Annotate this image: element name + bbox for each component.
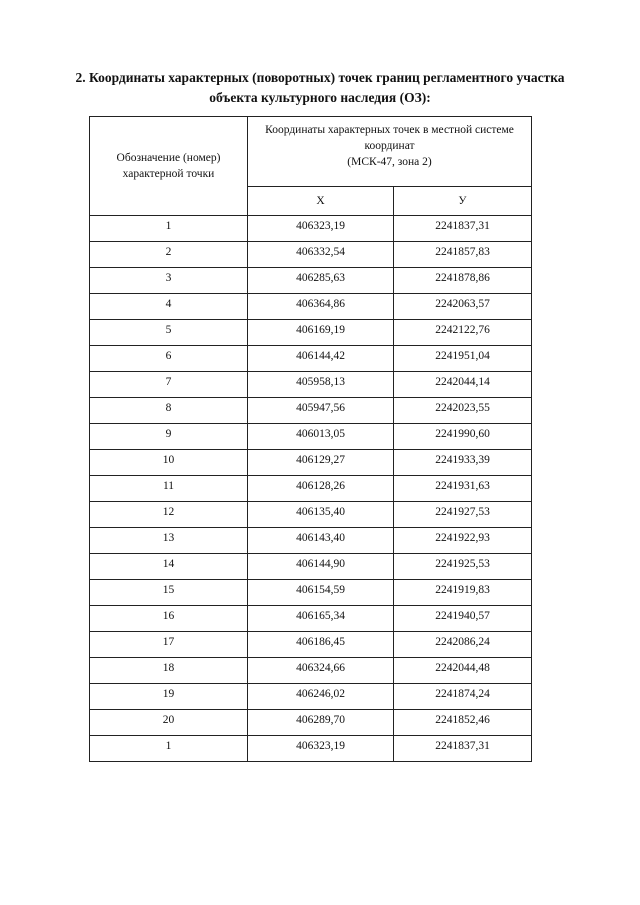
table-row: [90, 294, 532, 320]
table-row: [90, 476, 532, 502]
cell-y: 2241878,86: [394, 268, 532, 294]
header-coordinates: [248, 117, 532, 187]
cell-point-number: 1: [90, 736, 248, 762]
table-row: [90, 528, 532, 554]
table-row: [90, 242, 532, 268]
cell-x: 406246,02: [248, 684, 394, 710]
cell-x: 406323,19: [248, 216, 394, 242]
cell-y: 2242044,48: [394, 658, 532, 684]
cell-y: 2241922,93: [394, 528, 532, 554]
cell-y: 2241931,63: [394, 476, 532, 502]
cell-y: 2241874,24: [394, 684, 532, 710]
header-y: У: [394, 187, 532, 216]
cell-point-number: 18: [90, 658, 248, 684]
cell-y: 2241940,57: [394, 606, 532, 632]
cell-y: 2241919,83: [394, 580, 532, 606]
cell-point-number: 5: [90, 320, 248, 346]
cell-point-number: 14: [90, 554, 248, 580]
cell-y: 2241990,60: [394, 424, 532, 450]
cell-x: 406129,27: [248, 450, 394, 476]
cell-y: 2241951,04: [394, 346, 532, 372]
table-row: [90, 554, 532, 580]
cell-x: 406285,63: [248, 268, 394, 294]
table-row: [90, 632, 532, 658]
table-row: [90, 606, 532, 632]
cell-point-number: 3: [90, 268, 248, 294]
cell-y: 2242044,14: [394, 372, 532, 398]
table-row: [90, 268, 532, 294]
header-coordinates-title: Координаты характерных точек в местной системе координат: [265, 124, 514, 152]
table-body: [90, 216, 532, 762]
cell-x: 405947,56: [248, 398, 394, 424]
table-row: [90, 684, 532, 710]
cell-point-number: 4: [90, 294, 248, 320]
cell-point-number: 15: [90, 580, 248, 606]
table-row: [90, 580, 532, 606]
header-coordinates-system: (МСК-47, зона 2): [347, 156, 432, 168]
cell-x: 406143,40: [248, 528, 394, 554]
header-x: Х: [248, 187, 394, 216]
table-row: [90, 216, 532, 242]
cell-x: 406144,90: [248, 554, 394, 580]
cell-y: 2241927,53: [394, 502, 532, 528]
cell-x: 405958,13: [248, 372, 394, 398]
coordinates-table: [89, 116, 532, 762]
table-row: [90, 450, 532, 476]
cell-point-number: 12: [90, 502, 248, 528]
table-row: [90, 736, 532, 762]
cell-y: 2241837,31: [394, 736, 532, 762]
table-row: [90, 372, 532, 398]
table-row: [90, 398, 532, 424]
cell-point-number: 13: [90, 528, 248, 554]
cell-x: 406013,05: [248, 424, 394, 450]
cell-point-number: 2: [90, 242, 248, 268]
cell-point-number: 20: [90, 710, 248, 736]
cell-point-number: 8: [90, 398, 248, 424]
cell-y: 2241925,53: [394, 554, 532, 580]
table-row: [90, 502, 532, 528]
table-row: [90, 346, 532, 372]
cell-point-number: 6: [90, 346, 248, 372]
cell-point-number: 16: [90, 606, 248, 632]
cell-y: 2242086,24: [394, 632, 532, 658]
cell-x: 406364,86: [248, 294, 394, 320]
cell-point-number: 10: [90, 450, 248, 476]
cell-point-number: 1: [90, 216, 248, 242]
cell-point-number: 17: [90, 632, 248, 658]
cell-x: 406135,40: [248, 502, 394, 528]
section-heading: [30, 68, 610, 108]
cell-x: 406128,26: [248, 476, 394, 502]
cell-point-number: 9: [90, 424, 248, 450]
table-row: [90, 658, 532, 684]
cell-x: 406165,34: [248, 606, 394, 632]
cell-x: 406289,70: [248, 710, 394, 736]
table-row: [90, 320, 532, 346]
cell-y: 2241933,39: [394, 450, 532, 476]
cell-y: 2242122,76: [394, 320, 532, 346]
cell-x: 406154,59: [248, 580, 394, 606]
cell-point-number: 19: [90, 684, 248, 710]
cell-y: 2241852,46: [394, 710, 532, 736]
table-row: [90, 424, 532, 450]
heading-line-1: 2. Координаты характерных (поворотных) точек границ регламентного участка: [75, 70, 565, 85]
cell-y: 2242063,57: [394, 294, 532, 320]
header-point-designation: Обозначение (номер) характерной точки: [90, 117, 248, 216]
cell-point-number: 7: [90, 372, 248, 398]
cell-x: 406332,54: [248, 242, 394, 268]
cell-y: 2241837,31: [394, 216, 532, 242]
cell-x: 406186,45: [248, 632, 394, 658]
cell-x: 406144,42: [248, 346, 394, 372]
table-row: [90, 710, 532, 736]
cell-x: 406169,19: [248, 320, 394, 346]
cell-x: 406324,66: [248, 658, 394, 684]
cell-x: 406323,19: [248, 736, 394, 762]
heading-line-2: объекта культурного наследия (ОЗ):: [209, 90, 431, 105]
cell-y: 2241857,83: [394, 242, 532, 268]
cell-point-number: 11: [90, 476, 248, 502]
cell-y: 2242023,55: [394, 398, 532, 424]
